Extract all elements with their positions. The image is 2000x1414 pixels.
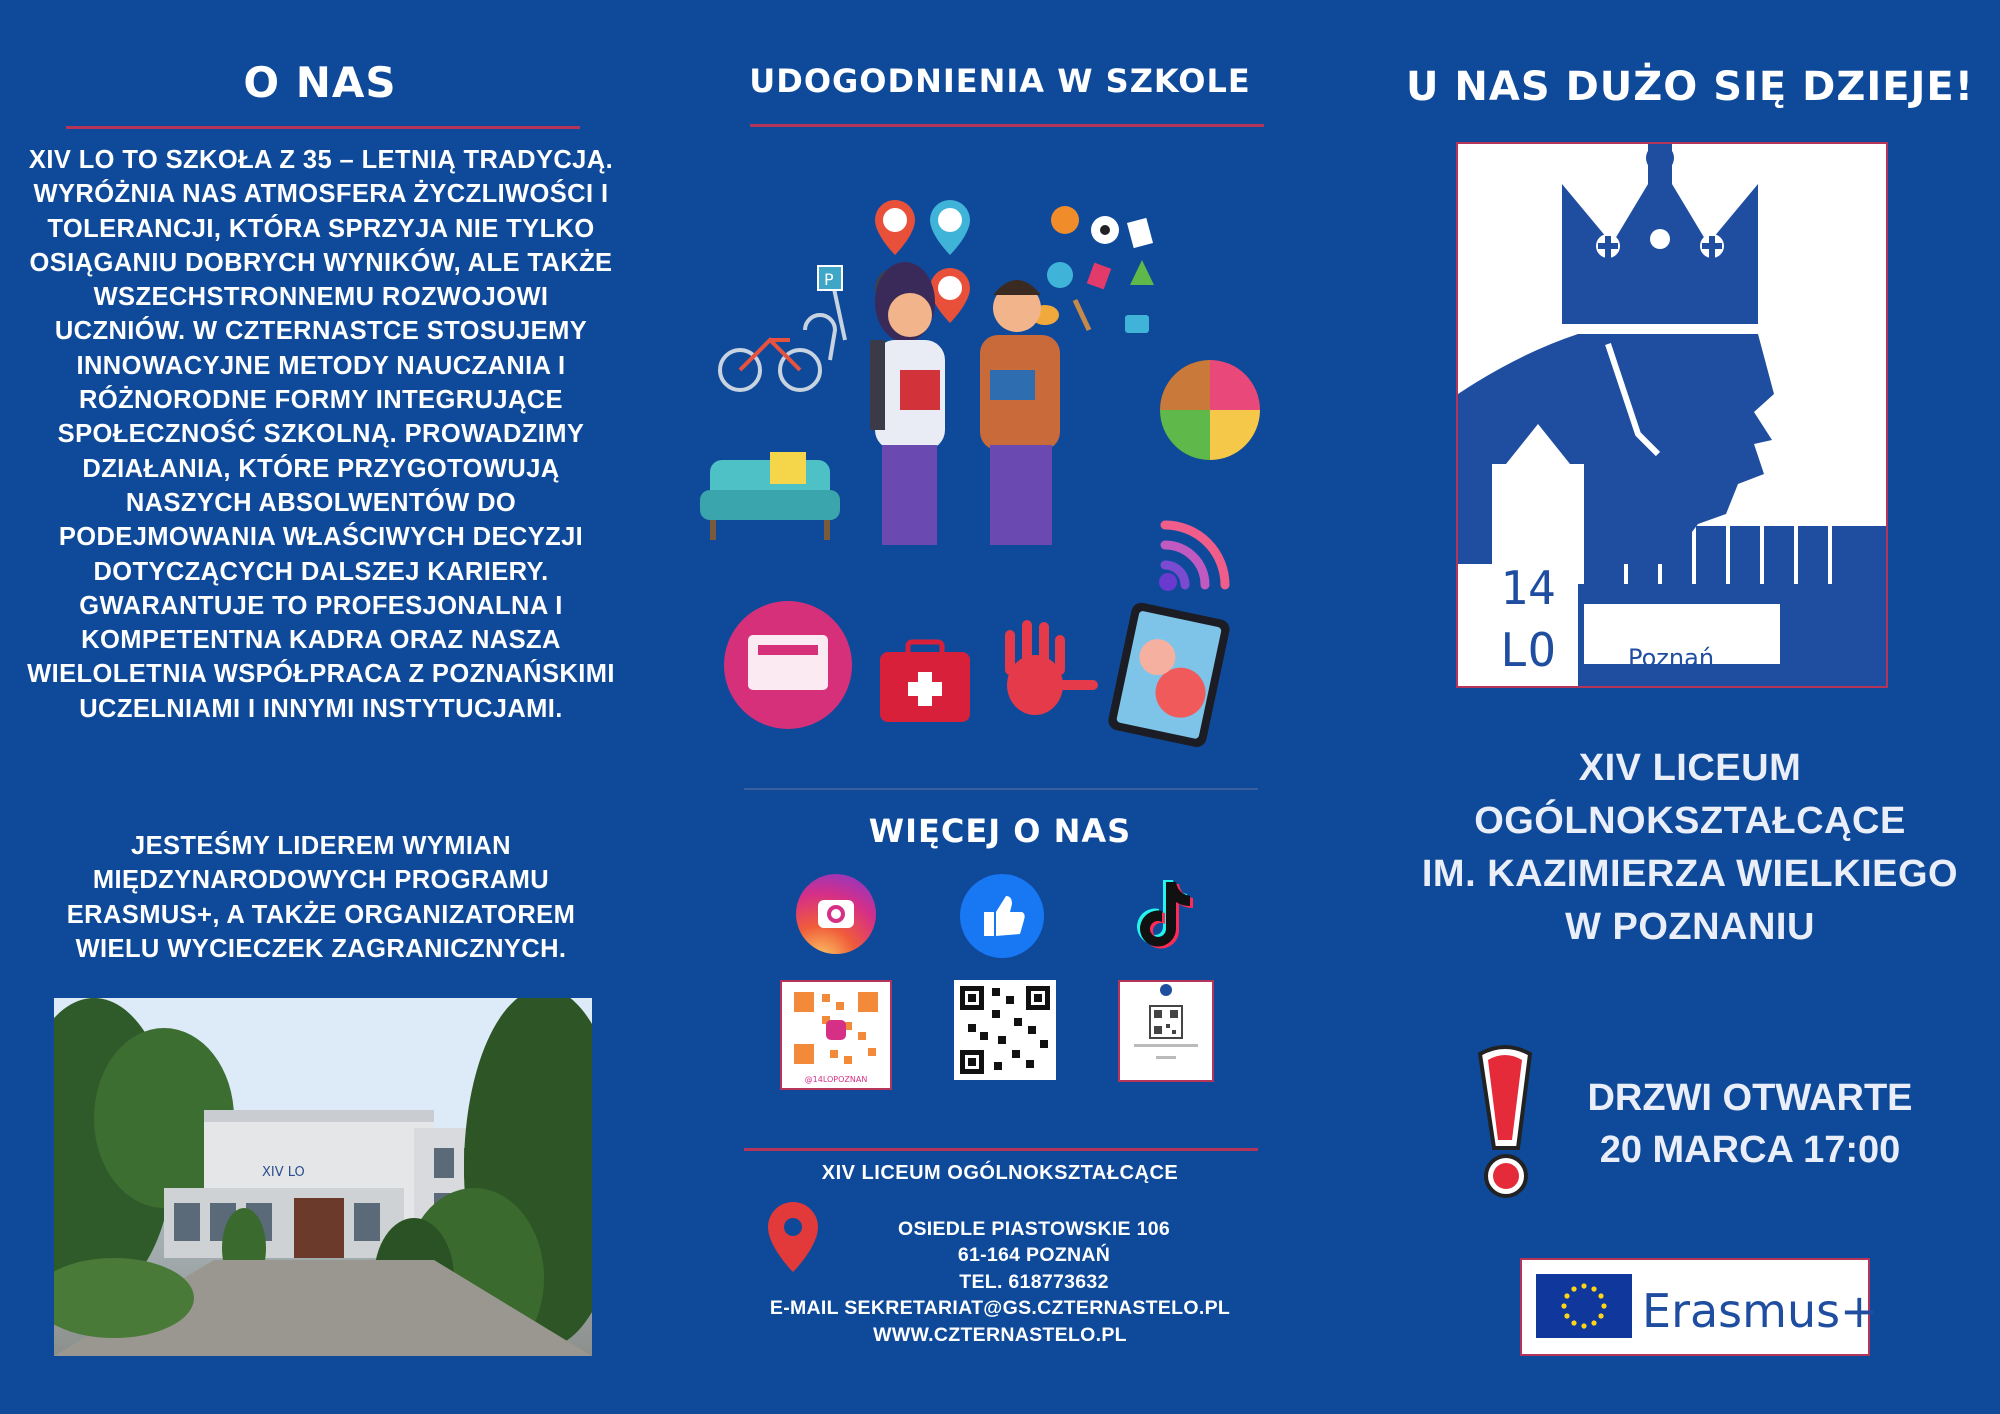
school-name-line-1: XIV LICEUM — [1578, 747, 1802, 789]
events-panel — [1380, 0, 2000, 1414]
contact-address: OSIEDLE PIASTOWSKIE 106 — [897, 1218, 1171, 1240]
contact-website[interactable]: WWW.CZTERNASTELO.PL — [873, 1324, 1127, 1346]
contact-phone: TEL. 618773632 — [959, 1271, 1109, 1293]
parking-sign-text: P — [824, 270, 834, 289]
students-illustration — [870, 262, 1060, 545]
about-paragraph-1: XIV LO TO SZKOŁA Z 35 – LETNIĄ TRADYCJĄ. WYRÓŻNIA NAS ATMOSFERA ŻYCZLIWOŚCI I TOLERANCJI, KTÓRA SPRZYJA NIE TYLKO OSIĄGANIU DOBRYCH WYNIKÓW, ALE TAKŻE WSZECHSTRONNEMU ROZWOJOWI UCZNIÓW. W CZTERNASTCE STOSUJEMY INNOWACYJNE METODY NAUCZANIA I RÓŻNORODNE FORMY INTEGRUJĄCE SPOŁECZNOŚĆ SZKOLNĄ. PROWADZIMY DZIAŁANIA, KTÓRE PRZYGOTOWUJĄ NASZYCH ABSOLWENTÓW DO PODEJMOWANIA WŁAŚCIWYCH DECYZJI DOTYCZĄCYCH DALSZEJ KARIERY. GWARANTUJE TO PROFESJONALNA I KOMPETENTNA KADRA ORAZ NASZA WIELOLETNIA WSPÓŁPRACA Z POZNAŃSKIMI UCZELNIAMI I INNYMI INSTYTUCJAMI. — [27, 146, 615, 723]
instagram-qr-label: @14LOPOZNAN — [804, 1075, 868, 1084]
facilities-illustration — [700, 190, 1300, 750]
erasmus-text: Erasmus+ — [1642, 1284, 1879, 1338]
bicycle-parking-icon — [720, 266, 845, 390]
eu-flag-icon — [1536, 1274, 1632, 1338]
wifi-icon — [1159, 525, 1225, 591]
school-logo — [1456, 142, 1888, 688]
sofa-icon — [700, 452, 840, 540]
erasmus-logo — [1520, 1258, 1879, 1356]
events-heading: U NAS DUŻO SIĘ DZIEJE! — [1406, 64, 1974, 110]
school-full-name — [1380, 742, 2000, 954]
copier-icon — [724, 601, 852, 729]
contact-city: 61-164 POZNAŃ — [957, 1244, 1111, 1266]
tiktok-qr-code[interactable] — [1118, 980, 1214, 1082]
hobbies-icon — [1031, 206, 1154, 333]
facebook-icon[interactable] — [960, 874, 1044, 958]
more-heading: WIĘCEJ O NAS — [868, 812, 1132, 850]
about-panel — [0, 0, 640, 1414]
open-day-title: DRZWI OTWARTE — [1587, 1077, 1913, 1119]
handprint-icon — [1005, 620, 1098, 715]
school-building-photo — [54, 998, 592, 1356]
contact-email[interactable]: E-MAIL SEKRETARIAT@GS.CZTERNASTELO.PL — [769, 1297, 1231, 1319]
tiktok-icon[interactable] — [1128, 876, 1198, 956]
instagram-qr-code[interactable] — [780, 980, 892, 1090]
open-day-date: 20 MARCA 17:00 — [1599, 1129, 1901, 1171]
facebook-qr-code[interactable] — [954, 980, 1056, 1080]
photo-sign-text: XIV LO — [262, 1165, 305, 1180]
open-day-info — [1540, 1072, 1960, 1176]
logo-city: Poznań — [1628, 644, 1715, 672]
about-paragraph-2: JESTEŚMY LIDEREM WYMIAN MIĘDZYNARODOWYCH PROGRAMU ERASMUS+, A TAKŻE ORGANIZATOREM WIELU WYCIECZEK ZAGRANICZNYCH. — [66, 832, 576, 963]
school-name-line-4: W POZNANIU — [1565, 906, 1815, 948]
exclamation-icon — [1472, 1044, 1538, 1200]
first-aid-icon — [880, 642, 970, 722]
school-name-line-3: IM. KAZIMIERZA WIELKIEGO — [1421, 853, 1959, 895]
healthy-food-icon — [1160, 360, 1260, 460]
logo-letters: LO — [1500, 623, 1556, 677]
facilities-divider — [750, 124, 1264, 127]
about-divider — [66, 126, 580, 129]
facilities-heading: UDOGODNIENIA W SZKOLE — [749, 62, 1251, 100]
contact-divider — [744, 1148, 1258, 1151]
contact-school-name: XIV LICEUM OGÓLNOKSZTAŁCĄCE — [821, 1162, 1179, 1184]
tablet-icon — [1107, 601, 1232, 749]
about-heading: O NAS — [243, 58, 397, 107]
instagram-icon[interactable] — [796, 874, 876, 954]
logo-number: 14 — [1500, 561, 1556, 615]
facilities-panel — [700, 0, 1300, 1414]
section-divider — [744, 788, 1258, 790]
school-name-line-2: OGÓLNOKSZTAŁCĄCE — [1474, 800, 1906, 842]
